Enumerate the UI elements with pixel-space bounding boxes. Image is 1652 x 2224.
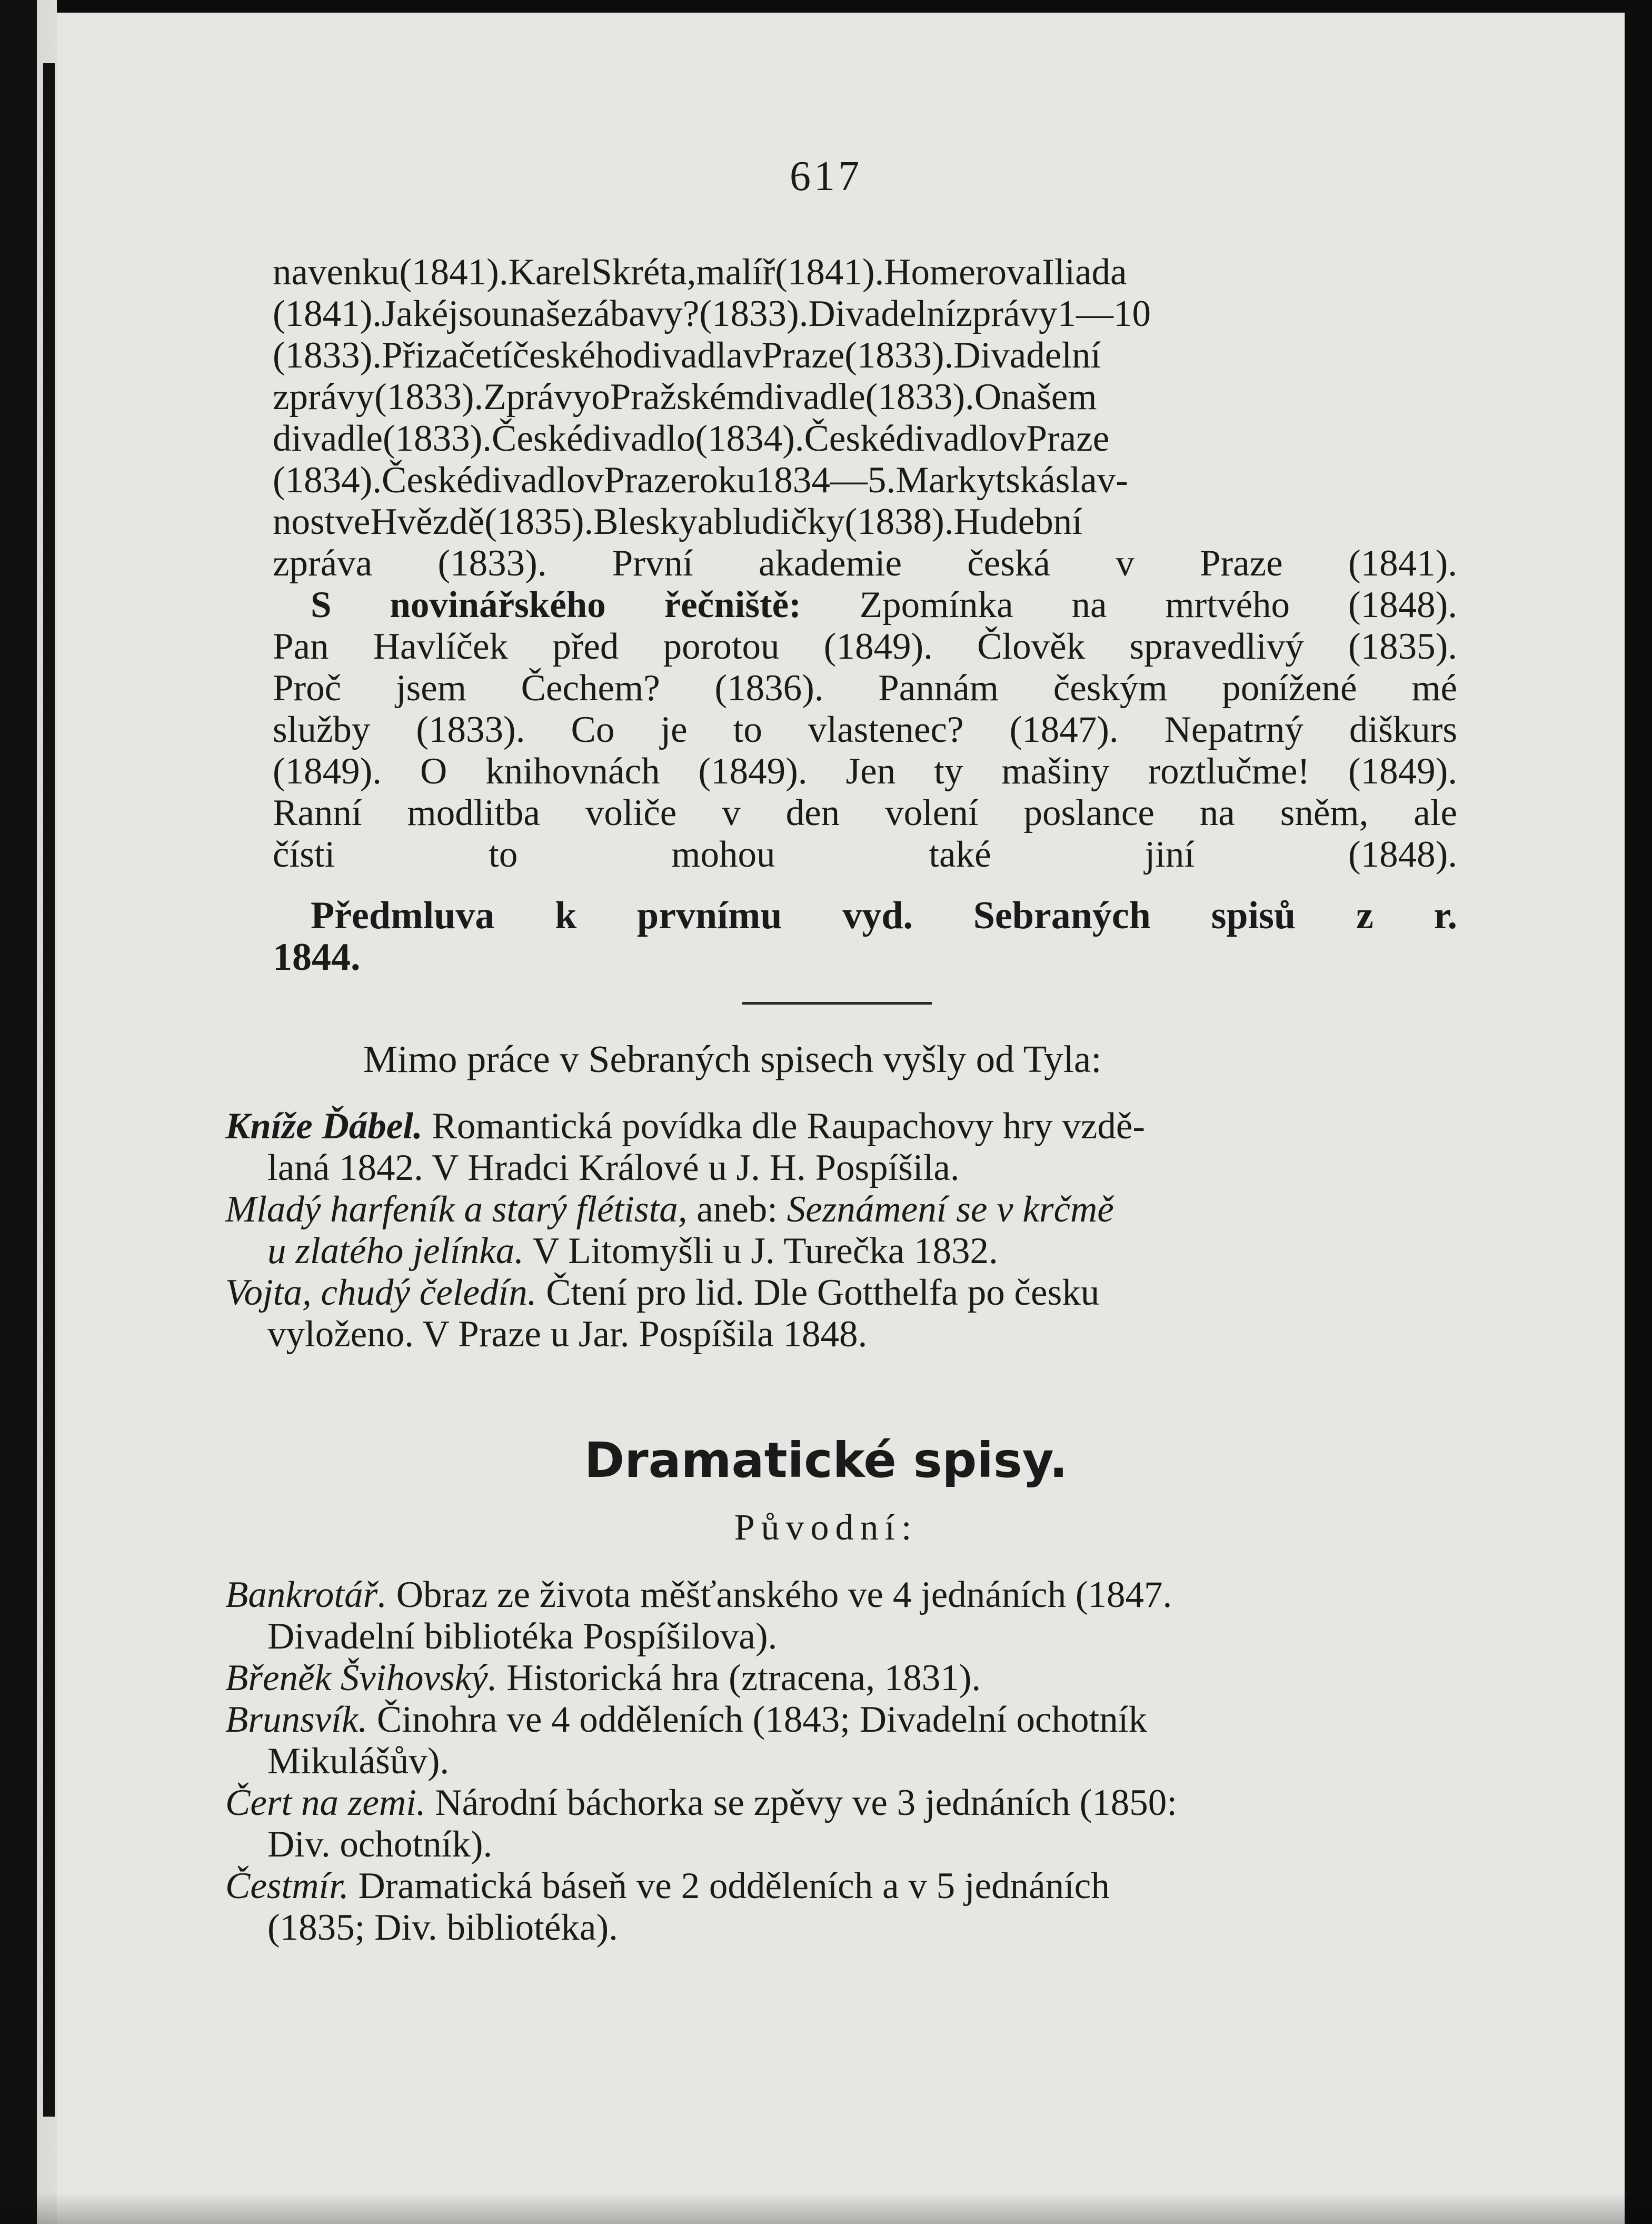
work-description: V Litomyšli u J. Turečka 1832. — [532, 1230, 998, 1272]
text-line: Mikulášův). — [267, 1741, 450, 1782]
text-line — [225, 1699, 1457, 1741]
works-list — [225, 1106, 1457, 1355]
text-line — [225, 1230, 1457, 1272]
plays-list — [225, 1574, 1457, 1949]
text-line: (1841).Jakéjsounašezábavy?(1833).Divadelnízprávy1—10 — [273, 293, 1151, 334]
text-line: Proč jsem Čechem? (1836). Pannám českým ponížené mé — [273, 668, 1457, 709]
scan-bottom-shade — [0, 2192, 1652, 2224]
list-item — [225, 1657, 1457, 1699]
intro-line: Mimo práce v Sebraných spisech vyšly od Tyla: — [363, 1038, 1102, 1080]
list-item — [225, 1782, 1457, 1865]
paragraph-journalism — [273, 584, 1457, 876]
list-item — [225, 1106, 1457, 1189]
work-title: Vojta, chudý čeledín. — [225, 1272, 537, 1313]
work-subtitle: Seznámení se v krčmě — [787, 1189, 1114, 1230]
text-line — [273, 584, 1457, 626]
page-number: 617 — [790, 153, 862, 200]
book-spine-edge — [43, 63, 55, 2117]
text-line-rest: Zpomínka na mrtvého (1848). — [859, 584, 1458, 626]
list-item — [225, 1574, 1457, 1657]
section-subtitle: Původní: — [734, 1507, 918, 1548]
section-heading-inline: S novinářského řečniště: — [311, 584, 801, 626]
work-connector: aneb: — [696, 1189, 778, 1230]
text-line: Předmluva k prvnímu vyd. Sebraných spisů z r. — [311, 894, 1457, 937]
scan-top-border — [0, 0, 1652, 13]
text-line: čísti to mohou také jiní (1848). — [273, 834, 1457, 875]
text-line: (1835; Div. bibliotéka). — [267, 1907, 618, 1948]
work-title: Kníže Ďábel. — [225, 1106, 423, 1147]
text-line — [225, 1782, 1457, 1824]
text-line: Divadelní bibliotéka Pospíšilova). — [267, 1616, 778, 1657]
paragraph-preface — [273, 895, 1457, 978]
text-line: Pan Havlíček před porotou (1849). Člověk spravedlivý (1835). — [273, 626, 1457, 667]
section-title: Dramatické spisy. — [584, 1432, 1068, 1488]
play-description: Činohra ve 4 odděleních (1843; Divadelní ochotník — [376, 1699, 1147, 1740]
text-line — [225, 1189, 1457, 1230]
play-title: Bankrotář. — [225, 1574, 387, 1615]
list-item — [225, 1865, 1457, 1949]
text-line — [225, 1272, 1457, 1314]
text-line: navenku(1841).KarelSkréta,malíř(1841).HomerovaIliada — [273, 252, 1127, 293]
work-description: Čtení pro lid. Dle Gotthelfa po česku — [546, 1272, 1100, 1313]
text-line — [225, 1657, 1457, 1699]
separator-rule — [742, 1002, 932, 1005]
play-description: Národní báchorka se zpěvy ve 3 jednáních (1850: — [435, 1782, 1178, 1823]
text-line: zprávy(1833).ZprávyoPražskémdivadle(1833).Onašem — [273, 376, 1097, 418]
text-line: 1844. — [273, 936, 361, 979]
play-description: Obraz ze života měšťanského ve 4 jednáních (1847. — [396, 1574, 1172, 1615]
list-item — [225, 1272, 1457, 1355]
work-description: Romantická povídka dle Raupachovy hry vzdě- — [432, 1106, 1145, 1147]
play-description: Dramatická báseň ve 2 odděleních a v 5 jednáních — [358, 1865, 1110, 1907]
text-line: (1833).PřizačetíčeskéhodivadlavPraze(1833).Divadelní — [273, 335, 1101, 376]
text-line: vyloženo. V Praze u Jar. Pospíšila 1848. — [267, 1314, 868, 1355]
play-title: Brunsvík. — [225, 1699, 368, 1740]
play-title: Čert na zemi. — [225, 1782, 426, 1823]
text-line — [225, 1106, 1457, 1147]
text-line: (1849). O knihovnách (1849). Jen ty mašiny roztlučme! (1849). — [273, 751, 1457, 792]
text-line: služby (1833). Co je to vlastenec? (1847). Nepatrný diškurs — [273, 709, 1457, 750]
scan-right-border — [1625, 0, 1652, 2224]
list-item — [225, 1189, 1457, 1272]
text-line — [225, 1865, 1457, 1907]
text-line: divadle(1833).Českédivadlo(1834).ČeskédivadlovPraze — [273, 418, 1110, 459]
text-line: Ranní modlitba voliče v den volení poslance na sněm, ale — [273, 792, 1457, 833]
paragraph-essays — [273, 252, 1457, 584]
work-subtitle: u zlatého jelínka. — [267, 1230, 524, 1272]
text-line: laná 1842. V Hradci Králové u J. H. Pospíšila. — [267, 1147, 960, 1188]
text-line: (1834).ČeskédivadlovPrazeroku1834—5.Markytskáslav- — [273, 460, 1128, 501]
text-line: zpráva (1833). První akademie česká v Praze (1841). — [273, 543, 1457, 584]
play-title: Břeněk Švihovský. — [225, 1657, 497, 1699]
text-line: Div. ochotník). — [267, 1824, 493, 1865]
list-item — [225, 1699, 1457, 1782]
text-line — [225, 1574, 1457, 1616]
text-line: nostveHvězdě(1835).Bleskyabludičky(1838).Hudební — [273, 501, 1083, 542]
play-title: Čestmír. — [225, 1865, 349, 1907]
work-title: Mladý harfeník a starý flétista, — [225, 1189, 688, 1230]
play-description: Historická hra (ztracena, 1831). — [506, 1657, 981, 1699]
